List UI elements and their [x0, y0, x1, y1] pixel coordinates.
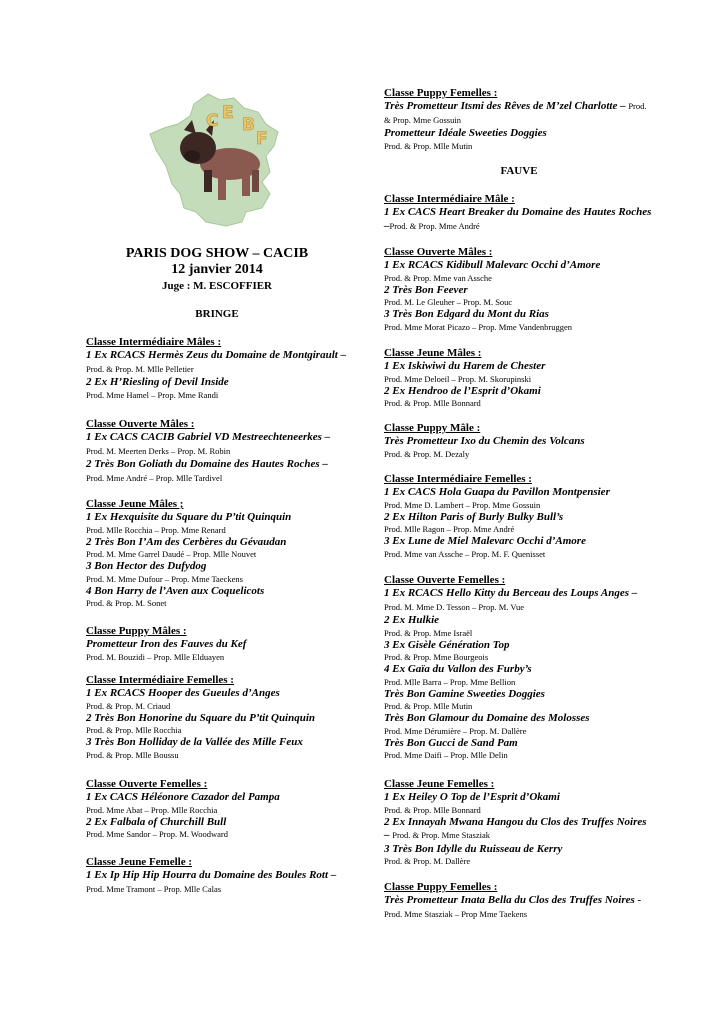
entry: 1 Ex CACS Hola Guapa du Pavillon Montpensier	[384, 486, 610, 498]
entry-name: 2 Ex Innayah Mwana Hangou du Clos des Truffes Noires –	[384, 815, 647, 841]
entry: Très Bon Gucci de Sand Pam	[384, 736, 518, 749]
right-class-2	[384, 347, 654, 409]
left-class-3	[86, 625, 348, 663]
class-heading: Classe Intermédiaire Femelles :	[384, 473, 532, 485]
entry-prod: Prod. Mlle Rocchia – Prop. Mme Renard	[86, 524, 226, 535]
class-heading: Classe Ouverte Mâles :	[384, 246, 493, 258]
entry	[384, 894, 654, 921]
left-class-0	[86, 336, 348, 401]
left-class-4	[86, 674, 348, 761]
section-bringe: BRINGE	[195, 308, 239, 320]
section-fauve: FAUVE	[500, 165, 538, 177]
entry-prod: Prod. & Prop. Mme Israël	[384, 627, 473, 638]
logo-letter-c: C	[206, 111, 219, 131]
entry: 3 Ex Lune de Miel Malevarc Occhi d’Amore	[384, 535, 586, 547]
entry-prod: Prod. & Prop. M. Dallère	[384, 856, 471, 866]
entry	[86, 458, 348, 485]
class-heading: Classe Jeune Femelles :	[384, 778, 495, 790]
entry-prod: Prod. & Prop. M. Mlle Pelletier	[86, 363, 194, 374]
show-header	[86, 246, 348, 294]
entry-name: 1 Ex CACS CACIB Gabriel VD Mestreechteneerkes –	[86, 431, 331, 443]
entry: Très Prometteur Ixo du Chemin des Volcans	[384, 435, 585, 447]
entry-name: 1 Ex Ip Hip Hip Hourra du Domaine des Boules Rott –	[86, 869, 337, 881]
entry: 1 Ex Heiley O Top de l’Esprit d’Okami	[384, 791, 560, 803]
judge-name: Juge : M. ESCOFFIER	[162, 280, 272, 292]
entry: 4 Bon Harry de l’Aven aux Coquelicots	[86, 584, 265, 597]
entry: 1 Ex Iskiwiwi du Harem de Chester	[384, 360, 546, 372]
entry-prod: Prod. Mme Daifi – Prop. Mlle Delin	[384, 750, 508, 760]
class-heading: Classe Jeune Mâles :	[384, 347, 482, 359]
class-heading: Classe Puppy Femelles :	[384, 881, 498, 893]
left-class-2	[86, 498, 348, 609]
logo-letter-b: B	[242, 115, 255, 135]
class-heading: Classe Puppy Mâles :	[86, 625, 187, 637]
entry-prod: Prod. M. Meerten Derks – Prop. M. Robin	[86, 445, 231, 456]
entry: 2 Très Bon Feever	[384, 283, 468, 296]
entry-name: Très Prometteur Itsmi des Rêves de M’zel Charlotte –	[384, 100, 626, 112]
entry-prod: Prod. & Prop. Mlle Boussu	[86, 749, 179, 760]
right-class-7	[384, 881, 654, 921]
class-heading: Classe Intermédiaire Mâle :	[384, 193, 515, 205]
entry-prod: Prod. Mme Deloeil – Prop. M. Skorupinski	[384, 373, 532, 384]
entry: 2 Ex H’Riesling of Devil Inside	[86, 376, 229, 388]
entry: 2 Ex Hendroo de l’Esprit d’Okami	[384, 384, 541, 397]
entry: 2 Ex Hilton Paris of Burly Bulky Bull’s	[384, 510, 564, 523]
class-heading: Classe Ouverte Femelles :	[86, 778, 208, 790]
entry-prod: Prod. Mme Stasziak – Prop Mme Taekens	[384, 908, 528, 919]
entry-prod: Prod. & Prop. M. Dezaly	[384, 448, 470, 459]
entry-prod: Prod. & Prop. Mlle Bonnard	[384, 398, 481, 408]
left-class-6	[86, 856, 348, 896]
entry-prod: Prod. M. Le Gleuher – Prop. M. Souc	[384, 297, 513, 307]
entry-prod: Prod. M. Mme D. Tesson – Prop. M. Vue	[384, 601, 525, 612]
entry-prod: Prod. & Prop. M. Sonet	[86, 598, 167, 608]
entry-prod: Prod. Mme Hamel – Prop. Mme Randi	[86, 389, 219, 400]
entry: 3 Ex Gisèle Génération Top	[384, 638, 510, 651]
entry-prod: Prod. M. Mme Dufour – Prop. Mme Taeckens	[86, 573, 243, 584]
entry-prod: Prod. Mme Dérumière – Prop. M. Dallère	[384, 725, 527, 736]
right-top-class-0	[384, 87, 654, 152]
right-class-0	[384, 193, 654, 233]
entry: 4 Ex Gaïa du Vallon des Furby’s	[384, 663, 532, 675]
entry-prod: Prod. Mme Tramont – Prop. Mlle Calas	[86, 883, 222, 894]
class-heading: Classe Jeune Mâles ;	[86, 498, 184, 510]
entry	[86, 869, 348, 896]
right-class-6	[384, 778, 654, 867]
entry: 1 Ex Hexquisite du Square du P’tit Quinquin	[86, 511, 292, 523]
entry: Très Bon Glamour du Domaine des Molosses	[384, 712, 590, 724]
entry: 2 Ex Hulkie	[384, 614, 440, 626]
class-heading: Classe Puppy Femelles :	[384, 87, 498, 99]
entry-prod: Prod. & Prop. Mme Gossuin	[384, 101, 647, 125]
class-heading: Classe Ouverte Mâles :	[86, 418, 195, 430]
entry	[384, 100, 654, 127]
entry	[86, 431, 348, 458]
entry: 3 Très Bon Idylle du Ruisseau de Kerry	[384, 842, 563, 855]
left-class-5	[86, 778, 348, 840]
entry-prod: Prod. & Prop. Mlle Mutin	[384, 701, 473, 711]
entry	[384, 587, 654, 614]
class-heading: Classe Jeune Femelle :	[86, 856, 192, 868]
entry: Prometteur Idéale Sweeties Doggies	[384, 127, 547, 139]
entry-prod: Prod. M. Bouzidi – Prop. Mlle Elduayen	[86, 651, 225, 662]
show-date: 12 janvier 2014	[171, 262, 263, 277]
entry-name: Très Prometteur Inata Bella du Clos des Truffes Noires -	[384, 894, 642, 906]
entry-prod: Prod. & Prop. Mlle Bonnard	[384, 804, 481, 815]
cebf-logo	[146, 90, 286, 230]
entry: 3 Très Bon Holliday de la Vallée des Mille Feux	[86, 736, 303, 748]
show-title: PARIS DOG SHOW – CACIB	[125, 246, 309, 261]
entry-prod: Prod. & Prop. Mme Stasziak	[392, 830, 490, 840]
entry-prod: Prod. & Prop. Mlle Rocchia	[86, 725, 182, 735]
right-class-4	[384, 473, 654, 560]
entry: 1 Ex CACS Héléonore Cazador del Pampa	[86, 791, 280, 803]
entry-name: 2 Très Bon Goliath du Domaine des Hautes Roches –	[86, 458, 328, 470]
entry: 2 Très Bon I’Am des Cerbères du Gévaudan	[86, 535, 287, 548]
right-class-3	[384, 422, 654, 460]
entry-name: 1 Ex RCACS Hermès Zeus du Domaine de Montgirault –	[86, 349, 347, 361]
entry-prod: Prod. & Prop. Mme Bourgeois	[384, 652, 489, 662]
entry-prod: Prod. Mme Morat Picazo – Prop. Mme Vandenbruggen	[384, 321, 572, 332]
entry-prod: Prod. Mme D. Lambert – Prop. Mme Gossuin	[384, 499, 541, 510]
entry: 1 Ex RCACS Hooper des Gueules d’Anges	[86, 687, 280, 699]
entry-prod: Prod. Mme André – Prop. Mlle Tardivel	[86, 472, 223, 483]
entry-prod: Prod. Mme Sandor – Prop. M. Woodward	[86, 829, 229, 839]
entry-prod: Prod. & Prop. Mlle Mutin	[384, 140, 473, 151]
entry-prod: Prod. & Prop. M. Criaud	[86, 700, 171, 711]
entry: 2 Ex Falbala of Churchill Bull	[86, 815, 227, 828]
entry	[384, 206, 654, 233]
right-class-5	[384, 574, 654, 761]
entry-prod: Prod. & Prop. Mme André	[389, 220, 480, 231]
entry	[384, 816, 654, 843]
entry-prod: Prod. M. Mme Garrel Daudé – Prop. Mlle Nouvet	[86, 549, 257, 559]
entry-prod: Prod. & Prop. Mme van Assche	[384, 272, 492, 283]
entry	[86, 349, 348, 376]
right-class-1	[384, 246, 654, 333]
entry-prod: Prod. Mme van Assche – Prop. M. F. Quenisset	[384, 548, 546, 559]
entry: 1 Ex RCACS Kidibull Malevarc Occhi d’Amore	[384, 259, 601, 271]
entry: Prometteur Iron des Fauves du Kef	[86, 638, 247, 650]
class-heading: Classe Ouverte Femelles :	[384, 574, 506, 586]
logo-letter-f: F	[256, 129, 268, 149]
class-heading: Classe Intermédiaire Femelles :	[86, 674, 234, 686]
entry-prod: Prod. Mlle Barra – Prop. Mme Bellion	[384, 676, 516, 687]
entry: Très Bon Gamine Sweeties Doggies	[384, 687, 545, 700]
entry: 3 Très Bon Edgard du Mont du Rias	[384, 308, 549, 320]
entry-prod: Prod. Mlle Ragon – Prop. Mme André	[384, 524, 515, 534]
entry-name: 1 Ex CACS Heart Breaker du Domaine des Hautes Roches –	[384, 206, 652, 232]
entry-name: 1 Ex RCACS Hello Kitty du Berceau des Loups Anges –	[384, 587, 638, 599]
left-class-1	[86, 418, 348, 485]
class-heading: Classe Intermédiaire Mâles :	[86, 336, 222, 348]
entry: 3 Bon Hector des Dufydog	[86, 560, 207, 572]
entry: 2 Très Bon Honorine du Square du P’tit Quinquin	[86, 711, 316, 724]
entry-prod: Prod. Mme Abat – Prop. Mlle Rocchia	[86, 804, 218, 815]
class-heading: Classe Puppy Mâle :	[384, 422, 481, 434]
logo-letter-e: E	[222, 103, 234, 123]
